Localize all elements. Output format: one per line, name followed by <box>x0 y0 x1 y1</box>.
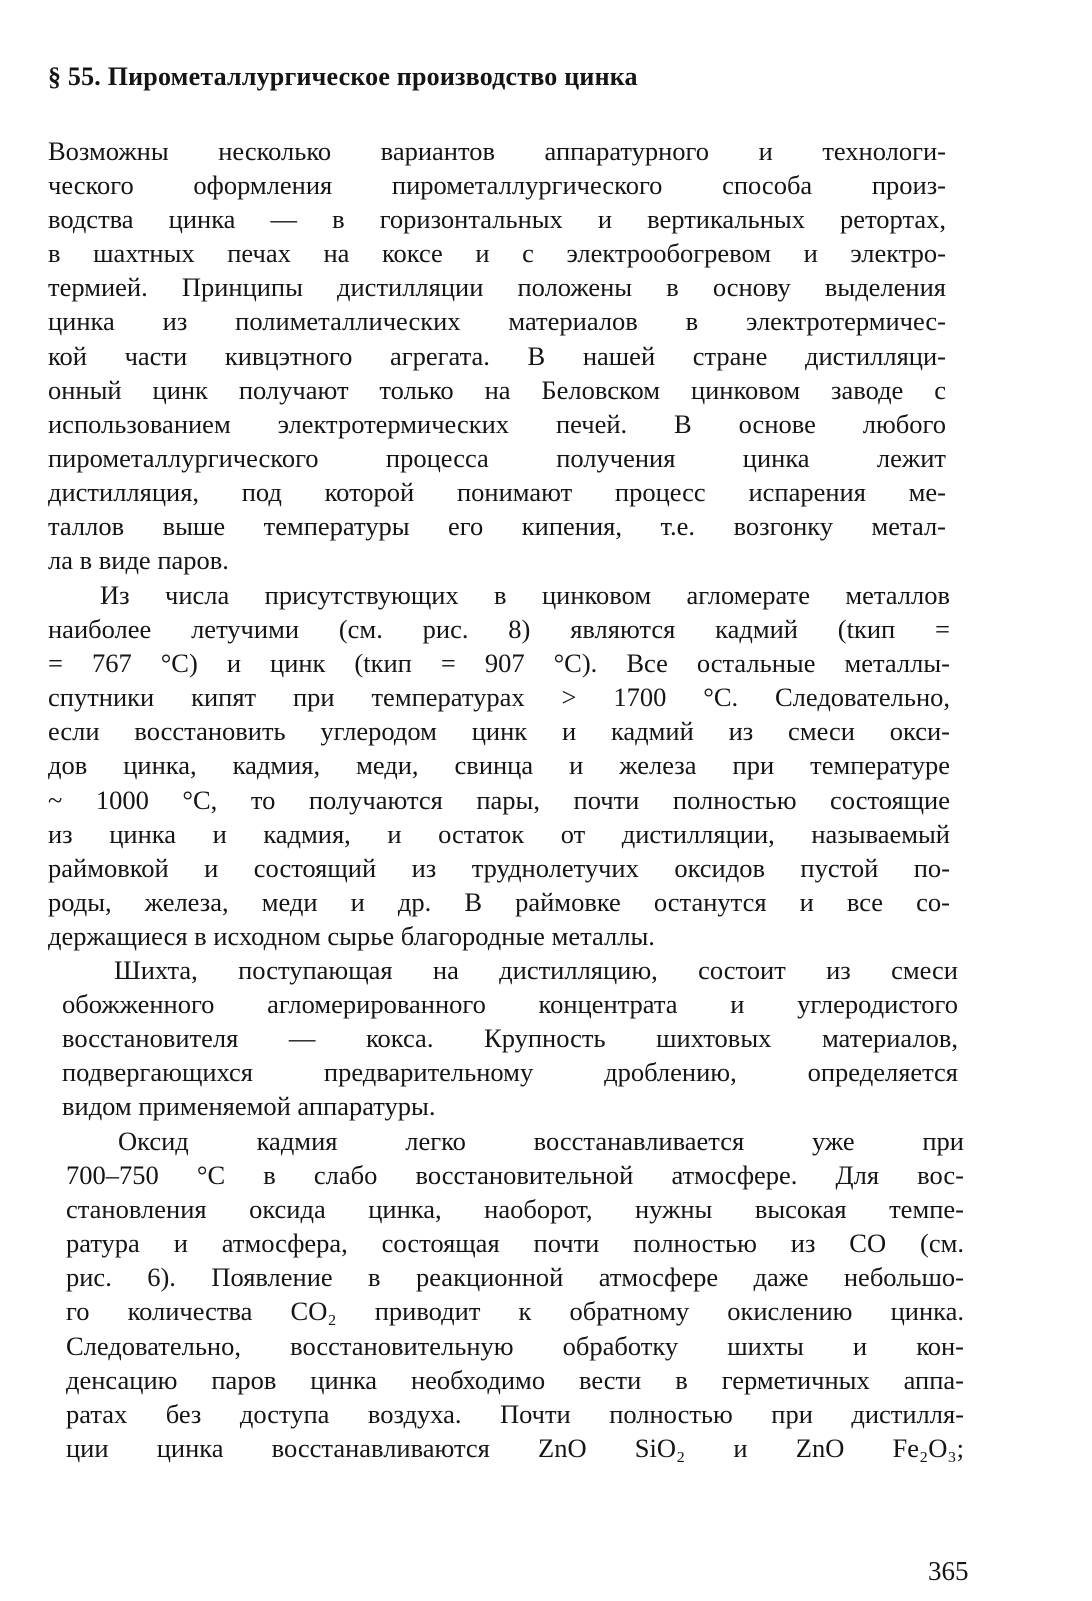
text-line: в шахтных печах на коксе и с электрообогревом и электро- <box>48 238 946 269</box>
text-line: ратура и атмосфера, состоящая почти полностью из СО (см. <box>66 1228 964 1259</box>
text-line: = 767 °С) и цинк (tкип = 907 °С). Все остальные металлы- <box>48 648 950 679</box>
text-line: 700–750 °С в слабо восстановительной атмосфере. Для вос- <box>66 1160 964 1191</box>
text-line: видом применяемой аппаратуры. <box>62 1091 436 1122</box>
paragraph-1 <box>48 134 946 577</box>
text-line: водства цинка — в горизонтальных и вертикальных ретортах, <box>48 204 946 235</box>
text-line: дов цинка, кадмия, меди, свинца и железа при температуре <box>48 750 950 781</box>
text-line: если восстановить углеродом цинк и кадмий из смеси окси- <box>48 716 950 747</box>
text-line: Возможны несколько вариантов аппаратурного и технологи- <box>48 136 946 166</box>
paragraph-3 <box>62 953 958 1123</box>
text-line: кой части кивцэтного агрегата. В нашей стране дистилляци- <box>48 340 946 371</box>
text-line: пирометаллургического процесса получения цинка лежит <box>48 442 946 473</box>
text-line: ции цинка восстанавливаются ZnO SiO₂ и ZnO Fe₂O₃; <box>66 1432 964 1463</box>
text-line: денсацию паров цинка необходимо вести в герметичных аппа- <box>66 1364 964 1395</box>
text-line: Оксид кадмия легко восстанавливается уже при <box>118 1126 964 1156</box>
text-line: го количества СО₂ приводит к обратному окислению цинка. <box>66 1296 964 1327</box>
paragraph-4 <box>66 1124 964 1465</box>
text-line: держащиеся в исходном сырье благородные металлы. <box>48 920 655 951</box>
text-line: становления оксида цинка, наоборот, нужны высокая темпе- <box>66 1194 964 1225</box>
page-number: 365 <box>928 1556 969 1586</box>
text-line: раймовкой и состоящий из труднолетучих оксидов пустой по- <box>48 852 950 883</box>
text-line: Шихта, поступающая на дистилляцию, состоит из смеси <box>114 955 958 985</box>
text-line: ческого оформления пирометаллургического способа произ- <box>48 170 946 201</box>
text-line: дистилляция, под которой понимают процесс испарения ме- <box>48 476 946 507</box>
text-line: онный цинк получают только на Беловском цинковом заводе с <box>48 374 946 405</box>
text-line: восстановителя — кокса. Крупность шихтовых материалов, <box>62 1023 958 1054</box>
section-heading: § 55. Пирометаллургическое производство цинка <box>48 62 638 91</box>
text-line: роды, железа, меди и др. В раймовке останутся и все со- <box>48 886 950 917</box>
text-line: из цинка и кадмия, и остаток от дистилляции, называемый <box>48 818 950 849</box>
text-line: Из числа присутствующих в цинковом агломерате металлов <box>100 580 950 610</box>
text-line: ла в виде паров. <box>48 545 229 576</box>
text-line: цинка из полиметаллических материалов в электротермичес- <box>48 306 946 337</box>
text-line: использованием электротермических печей. В основе любого <box>48 408 946 439</box>
text-line: ~ 1000 °С, то получаются пары, почти полностью состоящие <box>48 784 950 815</box>
text-line: термией. Принципы дистилляции положены в основу выделения <box>48 272 946 303</box>
text-line: таллов выше температуры его кипения, т.е. возгонку метал- <box>48 511 946 542</box>
paragraph-2 <box>48 578 950 953</box>
text-line: подвергающихся предварительному дроблению, определяется <box>62 1057 958 1088</box>
text-line: наиболее летучими (см. рис. 8) являются кадмий (tкип = <box>48 614 950 645</box>
text-line: Следовательно, восстановительную обработку шихты и кон- <box>66 1330 964 1361</box>
text-line: спутники кипят при температурах > 1700 °С. Следовательно, <box>48 682 950 713</box>
text-line: обожженного агломерированного концентрата и углеродистого <box>62 989 958 1020</box>
text-line: ратах без доступа воздуха. Почти полностью при дистилля- <box>66 1398 964 1429</box>
text-line: рис. 6). Появление в реакционной атмосфере даже небольшо- <box>66 1262 964 1293</box>
